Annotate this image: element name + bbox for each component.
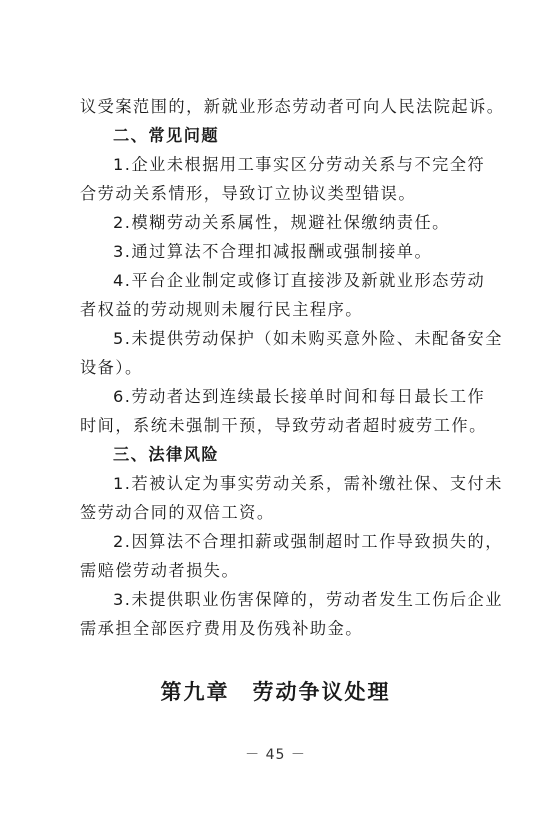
paragraph-line: 需承担全部医疗费用及伤残补助金。 (80, 619, 363, 638)
section-heading-legal-risks: 三、法律风险 (113, 445, 220, 464)
chapter-title: 第九章 劳动争议处理 (160, 679, 391, 704)
paragraph-line: 时间，系统未强制干预，导致劳动者超时疲劳工作。 (80, 416, 487, 435)
page-number: － 45 － (245, 747, 306, 763)
paragraph-line: 议受案范围的，新就业形态劳动者可向人民法院起诉。 (80, 97, 505, 116)
paragraph-line: 4.平台企业制定或修订直接涉及新就业形态劳动 (113, 271, 486, 290)
paragraph-line: 签劳动合同的双倍工资。 (80, 503, 275, 522)
paragraph-line: 设备）。 (80, 358, 143, 377)
paragraph-line: 者权益的劳动规则未履行民主程序。 (80, 300, 363, 319)
document-body (80, 92, 505, 643)
paragraph-line: 2.模糊劳动关系属性，规避社保缴纳责任。 (113, 213, 450, 232)
paragraph-line: 合劳动关系情形，导致订立协议类型错误。 (80, 184, 417, 203)
paragraph-line: 1.若被认定为事实劳动关系，需补缴社保、支付未 (113, 474, 503, 493)
paragraph-line: 6.劳动者达到连续最长接单时间和每日最长工作 (113, 387, 486, 406)
paragraph-line: 3.未提供职业伤害保障的，劳动者发生工伤后企业 (113, 590, 503, 609)
paragraph-line: 1.企业未根据用工事实区分劳动关系与不完全符 (113, 155, 486, 174)
paragraph-line: 需赔偿劳动者损失。 (80, 561, 240, 580)
section-heading-common-problems: 二、常见问题 (113, 126, 220, 145)
paragraph-line: 5.未提供劳动保护（如未购买意外险、未配备安全 (113, 329, 503, 348)
paragraph-line: 3.通过算法不合理扣减报酬或强制接单。 (113, 242, 433, 261)
paragraph-line: 2.因算法不合理扣薪或强制超时工作导致损失的， (113, 532, 503, 551)
